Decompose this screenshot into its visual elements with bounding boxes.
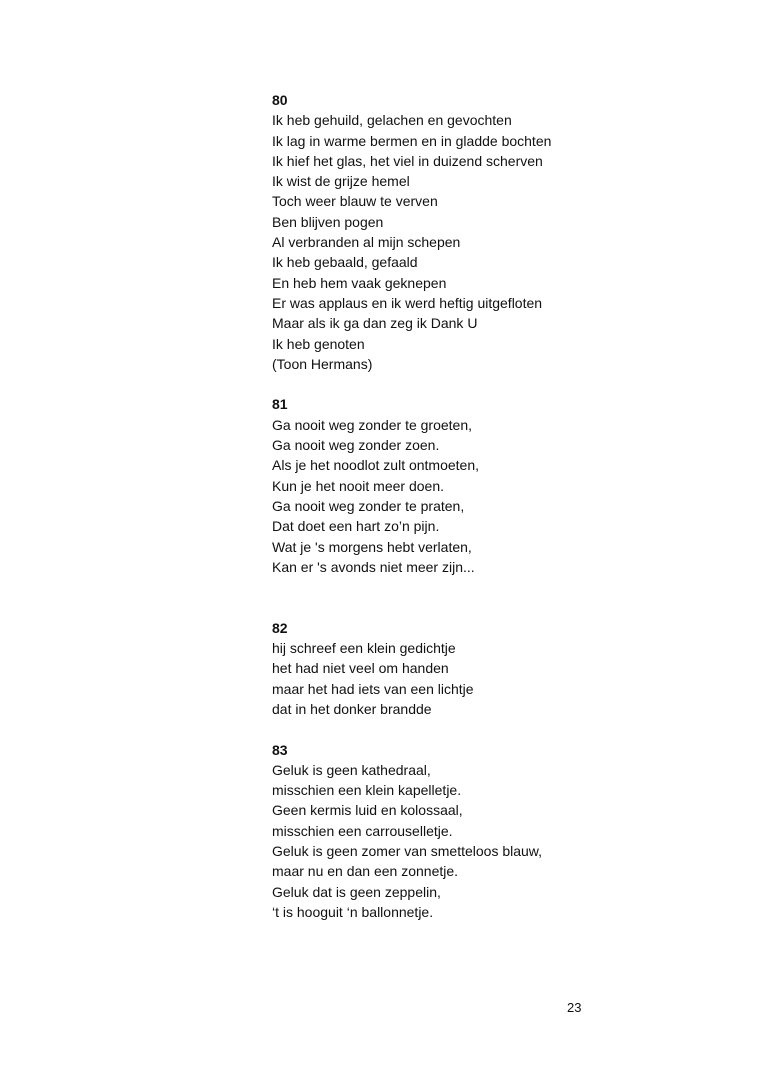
poem-line: Ik heb gehuild, gelachen en gevochten [272, 112, 512, 129]
poem-line: Als je het noodlot zult ontmoeten, [272, 457, 480, 474]
poem-collection [272, 90, 692, 922]
poem-line: Kan er 's avonds niet meer zijn... [272, 558, 475, 575]
poem-line: Geluk dat is geen zeppelin, [272, 883, 441, 900]
poem-line: Kun je het nooit meer doen. [272, 477, 445, 494]
poem-line: maar het had iets van een lichtje [272, 680, 474, 697]
poem-line: maar nu en dan een zonnetje. [272, 863, 459, 880]
poem-number: 82 [272, 619, 288, 636]
poem-line: Ga nooit weg zonder zoen. [272, 437, 440, 454]
poem-author: (Toon Hermans) [272, 355, 373, 372]
poem-spacer [272, 719, 692, 739]
poem-number: 83 [272, 741, 288, 758]
poem-83 [272, 740, 692, 923]
poem-line: Dat doet een hart zo’n pijn. [272, 518, 440, 535]
poem-line: Al verbranden al mijn schepen [272, 234, 461, 251]
poem-line: Geen kermis luid en kolossaal, [272, 802, 463, 819]
poem-line: Maar als ik ga dan zeg ik Dank U [272, 315, 478, 332]
poem-line: misschien een carrouselletje. [272, 822, 453, 839]
poem-line: Wat je 's morgens hebt verlaten, [272, 538, 472, 555]
poem-82 [272, 618, 692, 719]
poem-number: 81 [272, 396, 288, 413]
poem-spacer [272, 374, 692, 394]
poem-line: Ga nooit weg zonder te praten, [272, 497, 465, 514]
poem-line: Ga nooit weg zonder te groeten, [272, 416, 473, 433]
poem-line: En heb hem vaak geknepen [272, 274, 447, 291]
poem-spacer [272, 577, 692, 618]
poem-number: 80 [272, 92, 288, 108]
poem-line: Ik hief het glas, het viel in duizend scherven [272, 152, 543, 169]
poem-line: Geluk is geen kathedraal, [272, 761, 431, 778]
poem-81 [272, 394, 692, 577]
poem-line: Ben blijven pogen [272, 213, 384, 230]
poem-line: Toch weer blauw te verven [272, 193, 438, 210]
poem-line: dat in het donker brandde [272, 700, 432, 717]
poem-line: Ik heb genoten [272, 335, 365, 352]
poem-line: Ik heb gebaald, gefaald [272, 254, 418, 271]
poem-line: Er was applaus en ik werd heftig uitgefloten [272, 294, 543, 311]
poem-line: Ik wist de grijze hemel [272, 173, 410, 190]
poem-line: Geluk is geen zomer van smetteloos blauw, [272, 842, 543, 859]
poem-line: hij schreef een klein gedichtje [272, 640, 456, 657]
page-number: 23 [567, 1000, 582, 1015]
poem-line: ‘t is hooguit ‘n ballonnetje. [272, 903, 434, 920]
poem-80 [272, 90, 692, 374]
poem-line: misschien een klein kapelletje. [272, 782, 462, 799]
poem-line: Ik lag in warme bermen en in gladde bochten [272, 132, 552, 149]
poem-line: het had niet veel om handen [272, 660, 449, 677]
